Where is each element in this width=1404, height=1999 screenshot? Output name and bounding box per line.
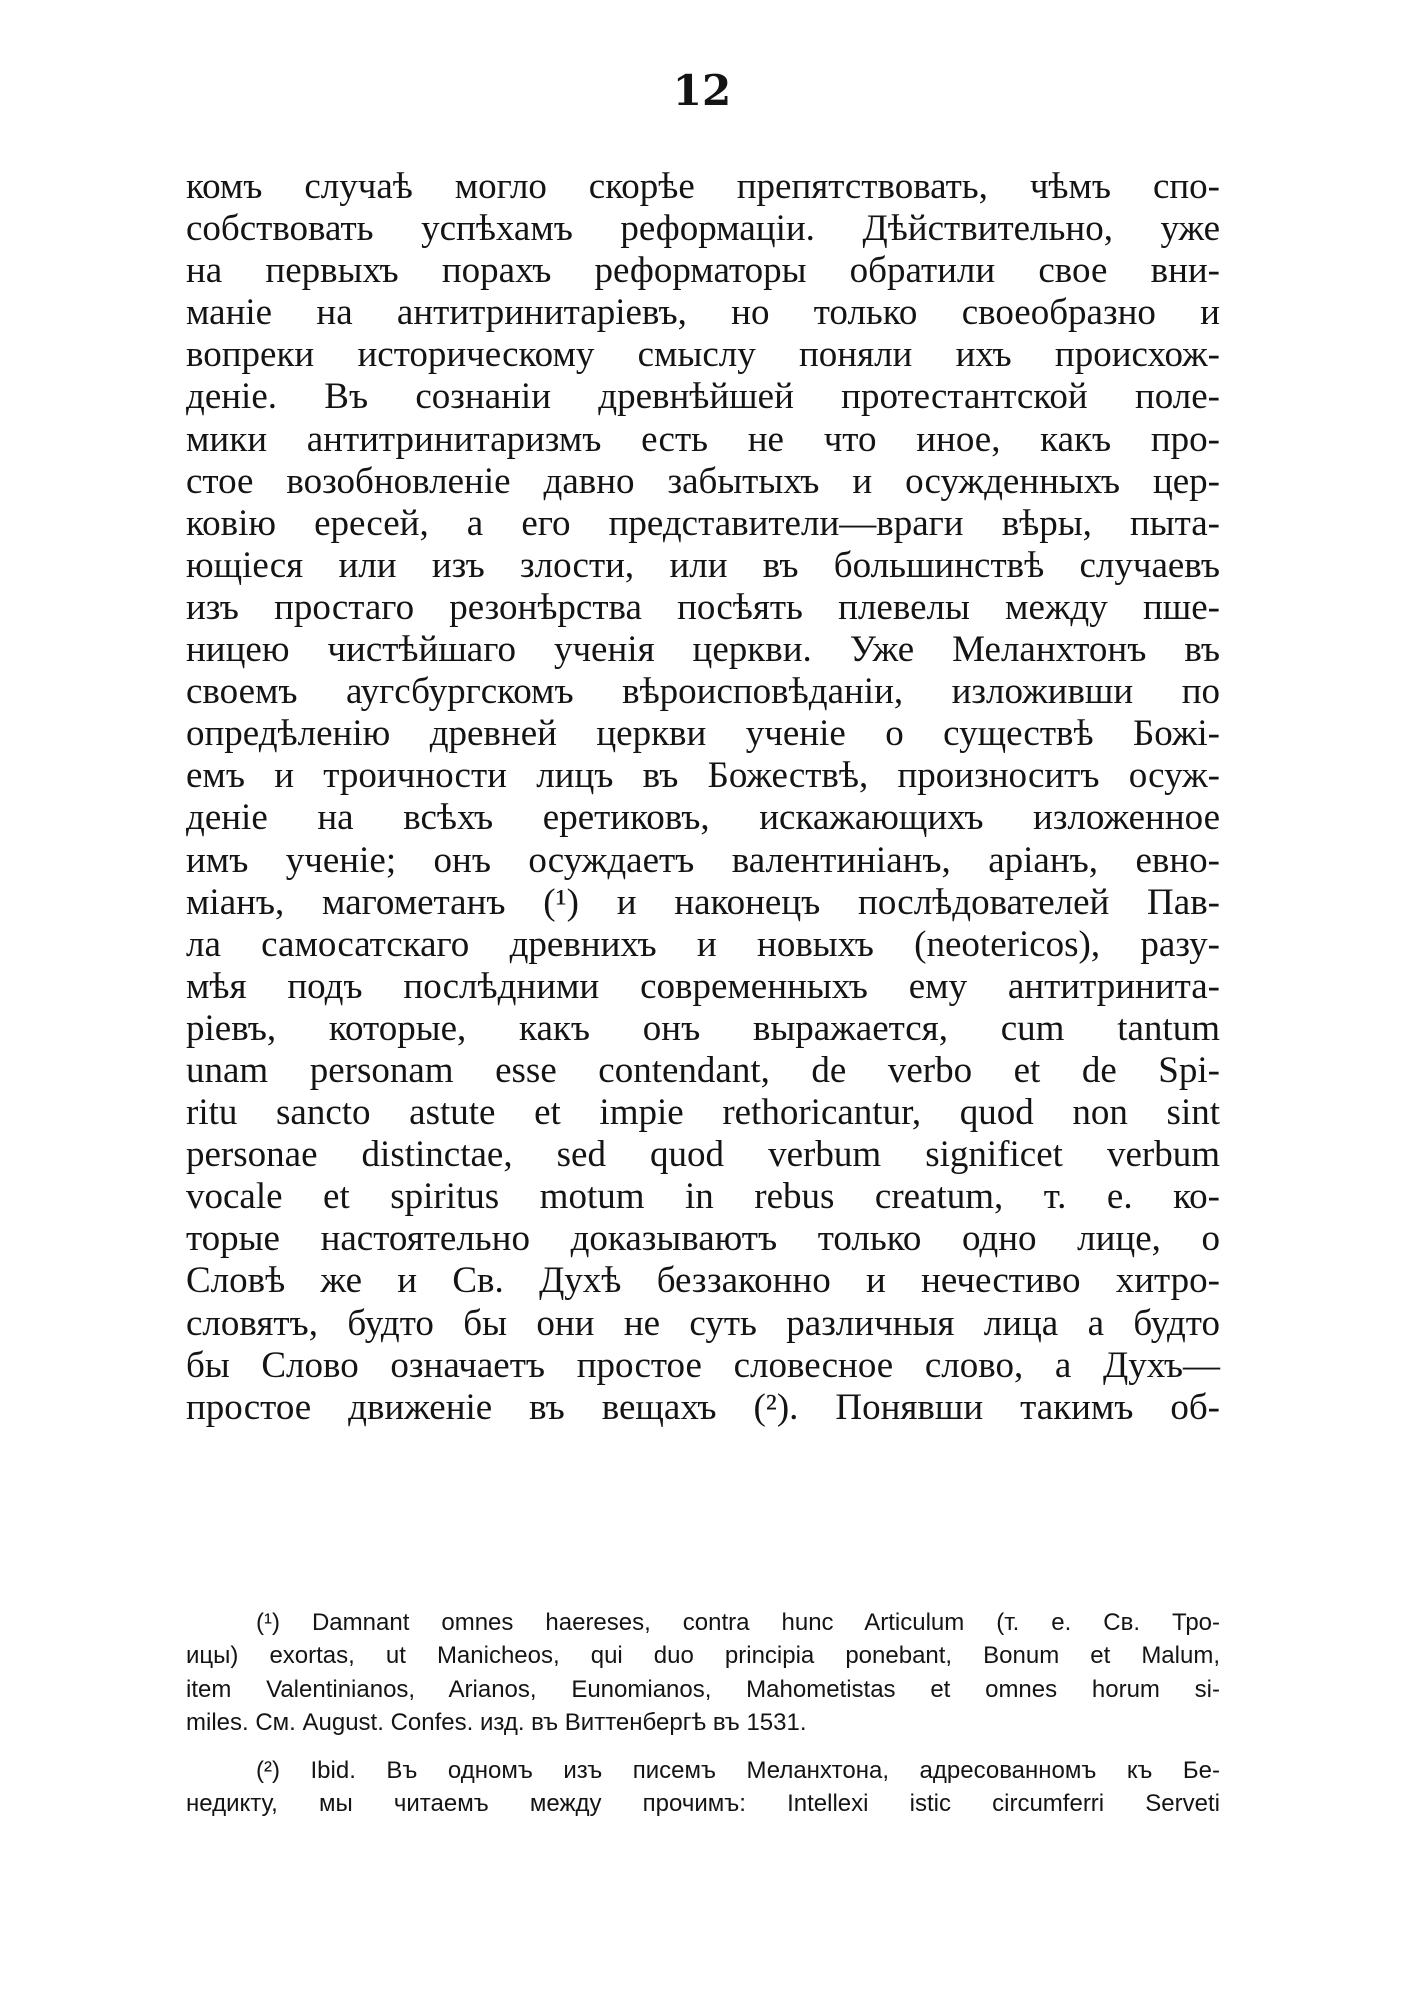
footnote-line: недикту, мы читаемъ между прочимъ: Intellexi istic circumferri Serveti xyxy=(186,1789,1220,1817)
body-text xyxy=(186,166,1220,1429)
footnote-line: (²) Ibid. Въ одномъ изъ писемъ Меланхтона, адресованномъ къ Бе- xyxy=(256,1756,1220,1784)
text-line: собствовать успѣхамъ реформаціи. Дѣйствительно, уже xyxy=(186,208,1220,250)
text-line: изъ простаго резонѣрства посѣять плевелы между пше- xyxy=(186,586,1220,628)
text-line: Словѣ же и Св. Духѣ беззаконно и нечестиво хитро- xyxy=(186,1260,1220,1302)
text-line: ющіеся или изъ злости, или въ большинствѣ случаевъ xyxy=(186,544,1220,586)
text-line: мики антитринитаризмъ есть не что иное, какъ про- xyxy=(186,418,1220,460)
text-line: деніе. Въ сознаніи древнѣйшей протестантской поле- xyxy=(186,376,1220,418)
footnote-line: miles. См. August. Confes. изд. въ Виттенбергѣ въ 1531. xyxy=(186,1709,807,1737)
footnote-1 xyxy=(186,1606,1220,1740)
footnote-gap xyxy=(186,1740,1220,1754)
text-line: ковію ересей, а его представители—враги вѣры, пыта- xyxy=(186,502,1220,544)
text-line: ritu sancto astute et impie rethoricantur, quod non sint xyxy=(186,1092,1220,1134)
text-line: словятъ, будто бы они не суть различныя лица а будто xyxy=(186,1302,1220,1344)
text-line: торые настоятельно доказываютъ только одно лице, о xyxy=(186,1218,1220,1260)
text-line: на первыхъ порахъ реформаторы обратили свое вни- xyxy=(186,250,1220,292)
footnotes xyxy=(186,1606,1220,1820)
text-line: ницею чистѣйшаго ученія церкви. Уже Меланхтонъ въ xyxy=(186,629,1220,671)
text-line: простое движеніе въ вещахъ (²). Понявши такимъ об- xyxy=(186,1386,1220,1428)
text-line: міанъ, магометанъ (¹) и наконецъ послѣдователей Пав- xyxy=(186,881,1220,923)
text-line: емъ и троичности лицъ въ Божествѣ, произноситъ осуж- xyxy=(186,755,1220,797)
text-line: ріевъ, которые, какъ онъ выражается, cum tantum xyxy=(186,1007,1220,1049)
text-line: вопреки историческому смыслу поняли ихъ происхож- xyxy=(186,334,1220,376)
text-line: ла самосатскаго древнихъ и новыхъ (neotericos), разу- xyxy=(186,923,1220,965)
text-line: vocale et spiritus motum in rebus creatum, т. е. ко- xyxy=(186,1176,1220,1218)
text-line: опредѣленію древней церкви ученіе о существѣ Божі- xyxy=(186,713,1220,755)
text-line: мѣя подъ послѣдними современныхъ ему антитринита- xyxy=(186,965,1220,1007)
text-line: комъ случаѣ могло скорѣе препятствовать, чѣмъ спо- xyxy=(186,166,1220,207)
footnote-line: (¹) Damnant omnes haereses, contra hunc Articulum (т. е. Св. Тро- xyxy=(256,1609,1220,1636)
footnote-line: item Valentinianos, Arianos, Eunomianos, Mahometistas et omnes horum si- xyxy=(186,1675,1220,1703)
footnote-2 xyxy=(186,1754,1220,1821)
text-line: своемъ аугсбургскомъ вѣроисповѣданіи, изложивши по xyxy=(186,671,1220,713)
page-number: 12 xyxy=(672,66,732,115)
text-line: маніе на антитринитаріевъ, но только своеобразно и xyxy=(186,292,1220,334)
text-line: бы Слово означаетъ простое словесное слово, а Духъ— xyxy=(186,1344,1220,1386)
text-line: имъ ученіе; онъ осуждаетъ валентиніанъ, аріанъ, евно- xyxy=(186,839,1220,881)
footnote-line: ицы) exortas, ut Manicheos, qui duo principia ponebant, Bonum et Malum, xyxy=(186,1642,1220,1670)
text-line: деніе на всѣхъ еретиковъ, искажающихъ изложенное xyxy=(186,797,1220,839)
text-line: personae distinctae, sed quod verbum significet verbum xyxy=(186,1134,1220,1176)
text-line: unam personam esse contendant, de verbo et de Spi- xyxy=(186,1049,1220,1091)
text-line: стое возобновленіе давно забытыхъ и осужденныхъ цер- xyxy=(186,460,1220,502)
